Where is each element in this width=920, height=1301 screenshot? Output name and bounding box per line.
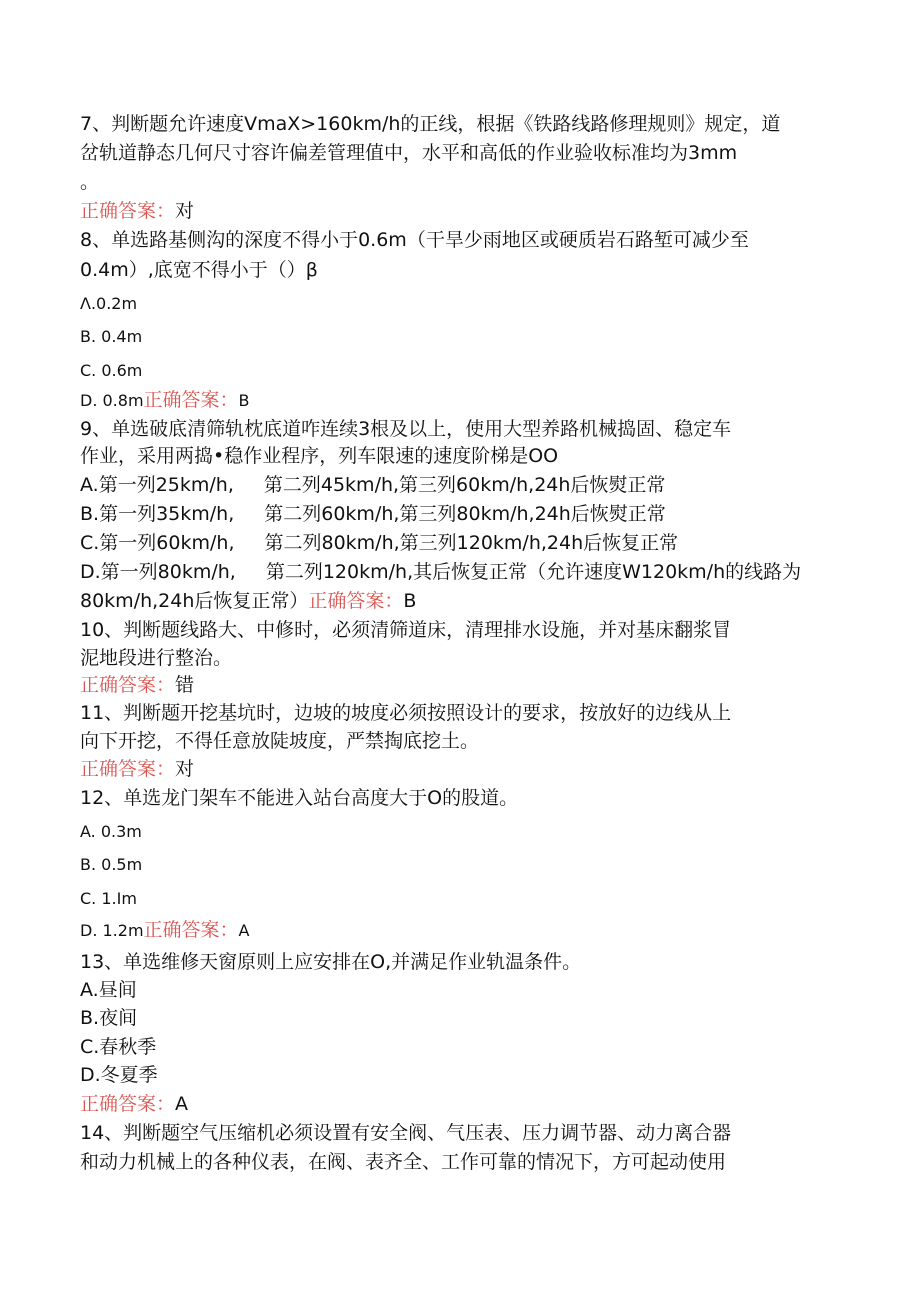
answer-value: 对	[175, 758, 195, 780]
answer-label: 正确答案：	[80, 674, 176, 696]
q13-answer	[80, 1092, 188, 1116]
option-c-first: C.第一列60km∕h,	[80, 532, 235, 554]
answer-value: B	[238, 391, 250, 410]
option-d-rest: 第二列120km∕h,其后恢复正常（允许速度W120km∕h的线路为	[265, 561, 802, 583]
option-d: D. 0.8m	[80, 391, 144, 410]
q12-option-b: B. 0.5m	[80, 855, 143, 874]
option-a-first: A.第一列25km∕h,	[80, 474, 234, 496]
option-b-first: B.第一列35km∕h,	[80, 503, 235, 525]
option-c-rest: 第二列80km∕h,第三列120km∕h,24h后恢复正常	[264, 532, 679, 554]
q13-option-a: A.昼间	[80, 979, 137, 1001]
q9-line2: 作业，采用两捣•稳作业程序，列车限速的速度阶梯是OO	[80, 445, 559, 467]
q9-line1: 9、单选破底清筛轨枕底道咋连续3根及以上，使用大型养路机械捣固、稳定车	[80, 418, 732, 440]
q12-option-a: A. 0.3m	[80, 822, 142, 841]
option-d-continued: 80km∕h,24h后恢复正常）	[80, 590, 309, 612]
answer-value: B	[403, 590, 417, 612]
option-d: D. 1.2m	[80, 921, 144, 940]
q11-line1: 11、判断题开挖基坑时，边坡的坡度必须按照设计的要求，按放好的边线从上	[80, 702, 732, 724]
q11-answer	[80, 757, 194, 781]
q10-line1: 10、判断题线路大、中修时，必须清筛道床，清理排水设施，并对基床翻浆冒	[80, 619, 732, 641]
q11-line2: 向下开挖，不得任意放陡坡度，严禁掏底挖土。	[80, 730, 480, 752]
answer-value: A	[238, 921, 250, 940]
q9-option-d	[80, 560, 801, 584]
option-d-first: D.第一列80km∕h,	[80, 561, 236, 583]
q9-option-a	[80, 473, 665, 497]
answer-label: 正确答案：	[80, 758, 176, 780]
q12-option-d-answer	[80, 918, 250, 943]
q9-option-d-cont-answer	[80, 589, 416, 613]
q12-line1: 12、单选龙门架车不能进入站台高度大于O的股道。	[80, 787, 519, 809]
answer-label: 正确答案：	[308, 590, 404, 612]
q13-option-d: D.冬夏季	[80, 1064, 158, 1086]
q7-line1: 7、判断题允许速度VmaX>160km∕h的正线，根据《铁路线路修理规则》规定，道	[80, 113, 781, 135]
option-a-rest: 第二列45km∕h,第三列60km∕h,24h后恢熨正常	[263, 474, 666, 496]
q13-option-c: C.春秋季	[80, 1036, 157, 1058]
q12-option-c: C. 1.Im	[80, 889, 137, 908]
q10-line2: 泥地段进行整治。	[80, 647, 233, 669]
answer-label: 正确答案：	[80, 1093, 176, 1115]
q7-answer	[80, 199, 194, 223]
answer-label: 正确答案：	[143, 919, 239, 941]
q8-line1: 8、单选路基侧沟的深度不得小于0.6m（干旱少雨地区或硬质岩石路堑可减少至	[80, 229, 749, 251]
answer-label: 正确答案：	[80, 200, 176, 222]
q13-line1: 13、单选维修天窗原则上应安排在O,并满足作业轨温条件。	[80, 951, 582, 973]
q14-line1: 14、判断题空气压缩机必须设置有安全阀、气压表、压力调节器、动力离合器	[80, 1122, 732, 1144]
q10-answer	[80, 673, 194, 697]
q8-line2: 0.4m）,底宽不得小于（）β	[80, 259, 318, 281]
q7-line2: 岔轨道静态几何尺寸容许偏差管理值中，水平和高低的作业验收标准均为3mm	[80, 142, 738, 164]
answer-value: 对	[175, 200, 195, 222]
q8-option-d-answer	[80, 388, 250, 413]
q7-line3: 。	[80, 171, 100, 193]
answer-label: 正确答案：	[143, 389, 239, 411]
q8-option-c: C. 0.6m	[80, 361, 143, 380]
q9-option-b	[80, 502, 666, 526]
answer-value: 错	[175, 674, 195, 696]
option-b-rest: 第二列60km∕h,第三列80km∕h,24h后恢熨正常	[264, 503, 666, 525]
q8-option-b: B. 0.4m	[80, 327, 143, 346]
q13-option-b: B.夜间	[80, 1007, 138, 1029]
q8-option-a: Λ.0.2m	[80, 294, 138, 313]
q14-line2: 和动力机械上的各种仪表，在阀、表齐全、工作可靠的情况下，方可起动使用	[80, 1151, 727, 1173]
answer-value: A	[175, 1093, 189, 1115]
q9-option-c	[80, 531, 678, 555]
